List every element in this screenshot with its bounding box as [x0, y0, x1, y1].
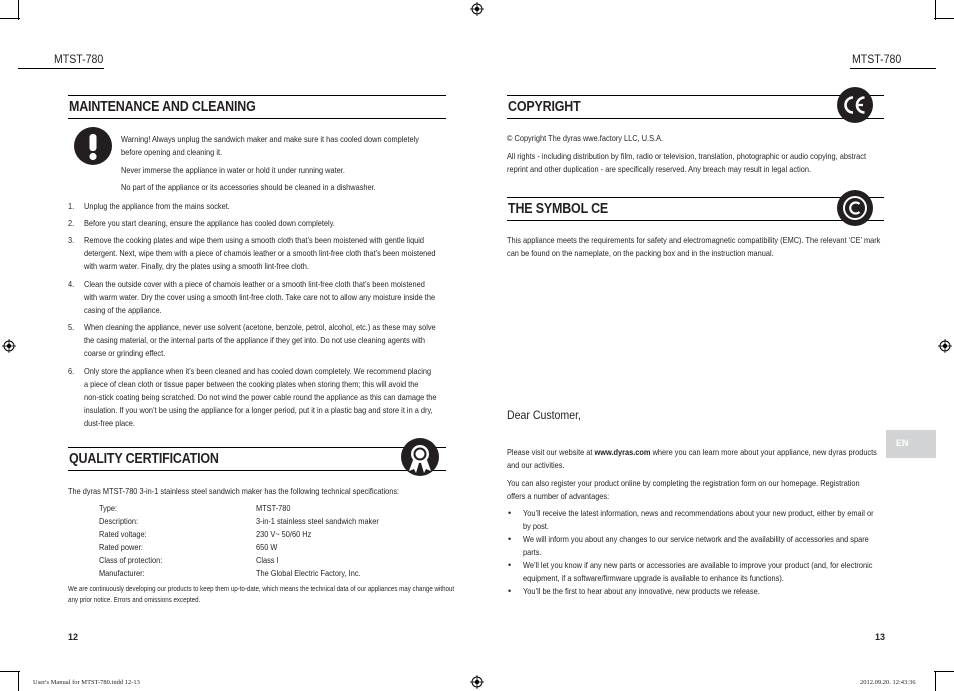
step-text: non-stick coating being scratched. Do not wind the power cable round the appliance as this can damage the	[84, 392, 437, 402]
spec-key: Type:	[99, 503, 118, 513]
header-rule-right	[850, 68, 936, 69]
step-number: 2.	[68, 218, 75, 228]
crop-mark	[0, 671, 20, 672]
section-rule-top	[507, 197, 884, 198]
quality-title: QUALITY CERTIFICATION	[69, 451, 219, 467]
copyright-line: © Copyright The dyras wwe.factory LLC, U.S.A.	[507, 133, 664, 143]
visit-text-cont: where you can learn more about your appliance, new dyras products	[650, 447, 877, 457]
bullet-icon: •	[508, 586, 512, 596]
spec-value: MTST-780	[256, 503, 291, 513]
ce-text-1: This appliance meets the requirements for safety and electromagnetic compatibility (EMC). The relevant ‘CE’ mark	[507, 235, 881, 245]
step-number: 3.	[68, 235, 75, 245]
spec-value: 650 W	[256, 542, 278, 552]
step-text: Unplug the appliance from the mains socket.	[84, 201, 230, 211]
crop-mark	[935, 671, 936, 691]
registration-mark-icon	[470, 675, 484, 689]
bullet-text: by post.	[523, 521, 549, 531]
step-number: 5.	[68, 322, 75, 332]
model-label-right: MTST-780	[852, 52, 902, 66]
spec-value: The Global Electric Factory, Inc.	[256, 568, 361, 578]
step-text: Before you start cleaning, ensure the appliance has cooled down completely.	[84, 218, 335, 228]
spec-key: Class of protection:	[99, 555, 163, 565]
bullet-text: You’ll receive the latest information, news and recommendations about your new product, either by email or	[523, 508, 874, 518]
crop-mark	[935, 0, 936, 20]
spec-value: 230 V~ 50/60 Hz	[256, 529, 312, 539]
quality-note-2: any prior notice. Errors and omissions excepted.	[68, 595, 201, 604]
ce-text-2: can be found on the nameplate, on the packing box and in the instruction manual.	[507, 248, 774, 258]
visit-line-2: and our activities.	[507, 460, 565, 470]
warning-text-3: Never immerse the appliance in water or hold it under running water.	[121, 165, 345, 175]
step-text: the casing material, or the internal parts of the appliance if they get into. Do not use cleaning agents with	[84, 335, 426, 345]
bullet-text: We will inform you about any changes to our service network and the availability of accessories and spare	[523, 534, 869, 544]
section-rule-bottom	[507, 118, 884, 119]
crop-mark	[934, 671, 954, 672]
copyright-title: COPYRIGHT	[508, 99, 581, 115]
step-number: 1.	[68, 201, 75, 211]
bullet-text: You’ll be the first to hear about any innovative, new products we release.	[523, 586, 760, 596]
section-rule-top	[507, 95, 884, 96]
registration-mark-icon	[2, 339, 16, 353]
step-text: detergent. Next, wipe them with a piece of chamois leather or a smooth lint-free cloth that’s been moistened	[84, 248, 436, 258]
visit-text: Please visit our website at	[507, 447, 595, 457]
warning-text-2: before opening and cleaning it.	[121, 147, 223, 157]
page-number-left: 12	[68, 632, 79, 642]
crop-mark	[0, 18, 20, 19]
step-text: with warm water. Dry the cover using a smooth lint-free cloth. Take care not to allow any moisture inside the	[84, 292, 436, 302]
warning-text-1: Warning! Always unplug the sandwich maker and make sure it has cooled down completely	[121, 134, 419, 144]
spec-value: Class I	[256, 555, 279, 565]
maintenance-title: MAINTENANCE AND CLEANING	[69, 99, 256, 115]
quality-intro: The dyras MTST-780 3-in-1 stainless steel sandwich maker has the following technical specifications:	[68, 486, 400, 496]
page-number-right: 13	[875, 632, 886, 642]
model-label-left: MTST-780	[54, 52, 104, 66]
spec-key: Description:	[99, 516, 139, 526]
step-text: Remove the cooking plates and wipe them using a smooth cloth that’s been moistened with gentle liquid	[84, 235, 425, 245]
section-rule-bottom	[507, 220, 884, 221]
copyright-text-2: reprint and other duplication - are specifically reserved. Any breach may result in legal action.	[507, 164, 811, 174]
quality-note-1: We are continuously developing our products to keep them up-to-date, which means the technical data of our appliances may change without	[68, 584, 455, 593]
crop-mark	[18, 671, 19, 691]
bullet-icon: •	[508, 508, 512, 518]
bullet-text: equipment, if a software/firmware upgrade is available to enhance its functions).	[523, 573, 784, 583]
step-text: Clean the outside cover with a piece of chamois leather or a smooth lint-free cloth that’s been moistened	[84, 279, 425, 289]
warning-text-4: No part of the appliance or its accessories should be cleaned in a dishwasher.	[121, 182, 376, 192]
language-tab	[886, 430, 936, 458]
step-number: 4.	[68, 279, 75, 289]
register-text-1: You can also register your product online by completing the registration form on our homepage. Registration	[507, 478, 860, 488]
copyright-text-1: All rights - including distribution by film, radio or television, translation, photographic or audio copying, abstract	[507, 151, 867, 161]
section-rule-top	[68, 447, 446, 448]
crop-mark	[934, 18, 954, 19]
step-text: Only store the appliance when it’s been cleaned and has cooled down completely. We recommend placing	[84, 366, 432, 376]
footer-file: User's Manual for MTST-780.indd 12-13	[33, 679, 140, 686]
section-rule-top	[68, 95, 446, 96]
header-rule-left	[18, 68, 104, 69]
bullet-text: parts.	[523, 547, 542, 557]
bullet-icon: •	[508, 560, 512, 570]
register-text-2: offers a number of advantages:	[507, 491, 610, 501]
step-text: dust-free place.	[84, 418, 135, 428]
language-tab-label: EN	[896, 438, 909, 448]
visit-line	[507, 446, 877, 459]
website-link[interactable]: www.dyras.com	[594, 447, 651, 457]
quality-seal-icon	[400, 437, 440, 477]
crop-mark	[18, 0, 19, 20]
step-number: 6.	[68, 366, 75, 376]
registration-mark-icon	[938, 339, 952, 353]
step-text: with warm water. Finally, dry the plates using a smooth lint-free cloth.	[84, 261, 309, 271]
step-text: a piece of clean cloth or tissue paper between the cooking plates when storing them; this will avoid the	[84, 379, 419, 389]
ce-mark-icon	[837, 87, 873, 123]
spec-key: Rated power:	[99, 542, 143, 552]
bullet-text: We’ll let you know if any new parts or accessories are available to improve your product (and, for electronic	[523, 560, 873, 570]
spec-key: Manufacturer:	[99, 568, 145, 578]
greeting: Dear Customer,	[507, 408, 581, 422]
step-text: When cleaning the appliance, never use solvent (acetone, benzole, petrol, alcohol, etc.) as these may solve	[84, 322, 436, 332]
symbol-ce-title: THE SYMBOL CE	[508, 201, 609, 217]
exclamation-icon	[74, 127, 112, 165]
bullet-icon: •	[508, 534, 512, 544]
step-text: insulation. If you won’t be using the appliance for a longer period, put it in a plastic bag and store it in a dry,	[84, 405, 433, 415]
section-rule-bottom	[68, 118, 446, 119]
footer-stamp: 2012.09.20. 12:43:36	[860, 679, 916, 686]
spec-key: Rated voltage:	[99, 529, 147, 539]
step-text: coarse or grinding effect.	[84, 348, 166, 358]
section-rule-bottom	[68, 470, 446, 471]
step-text: casing of the appliance.	[84, 305, 162, 315]
spec-value: 3-in-1 stainless steel sandwich maker	[256, 516, 379, 526]
registration-mark-icon	[470, 2, 484, 16]
copyright-icon	[837, 190, 873, 226]
